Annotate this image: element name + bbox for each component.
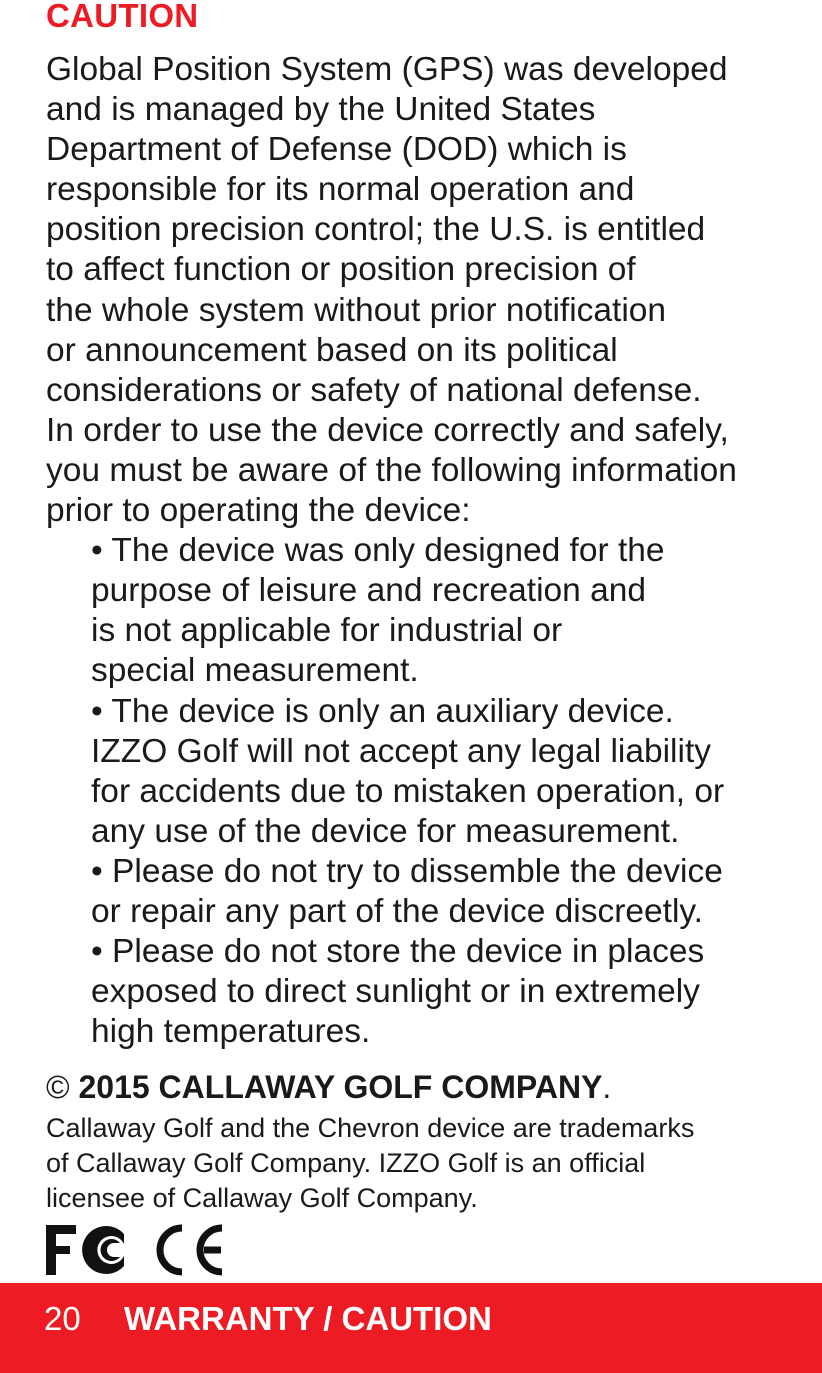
bullet-line: IZZO Golf will not accept any legal liability <box>91 732 711 770</box>
paragraph-line: and is managed by the United States <box>46 91 596 129</box>
paragraph-line: considerations or safety of national defense. <box>46 371 702 409</box>
trademark-notice <box>46 1111 694 1216</box>
fcc-logo-icon <box>46 1225 124 1275</box>
paragraph-line: the whole system without prior notification <box>46 291 667 329</box>
certification-marks <box>44 1222 234 1278</box>
trademark-line: of Callaway Golf Company. IZZO Golf is an official <box>46 1148 646 1178</box>
bullet-line: exposed to direct sunlight or in extremely <box>91 973 700 1011</box>
section-label: WARRANTY / CAUTION <box>124 1300 492 1337</box>
copyright-symbol: © <box>46 1069 70 1105</box>
paragraph-line: responsible for its normal operation and <box>46 171 635 209</box>
bullet-line: purpose of leisure and recreation and <box>91 572 646 610</box>
paragraph-line: you must be aware of the following information <box>46 451 737 489</box>
paragraph-line: prior to operating the device: <box>46 492 471 530</box>
copyright-company: 2015 CALLAWAY GOLF COMPANY <box>78 1069 603 1105</box>
bullet-line: any use of the device for measurement. <box>91 812 680 850</box>
trademark-line: Callaway Golf and the Chevron device are trademarks <box>46 1113 695 1143</box>
fcc-ce-logo-icon <box>44 1222 234 1278</box>
paragraph-line: or announcement based on its political <box>46 331 618 369</box>
bullet-line: or repair any part of the device discreetly. <box>91 892 703 930</box>
ce-logo-icon <box>160 1228 222 1272</box>
bullet-line: is not applicable for industrial or <box>91 612 563 650</box>
page-title: CAUTION <box>46 0 199 34</box>
bullet-line: for accidents due to mistaken operation, or <box>91 772 725 810</box>
trademark-line: licensee of Callaway Golf Company. <box>46 1183 478 1213</box>
paragraph-line: Department of Defense (DOD) which is <box>46 131 627 169</box>
bullet-line: high temperatures. <box>91 1013 371 1051</box>
bullet-line: • Please do not try to dissemble the device <box>91 852 723 890</box>
paragraph-line: to affect function or position precision of <box>46 251 636 289</box>
paragraph-line: Global Position System (GPS) was developed <box>46 51 728 88</box>
caution-body <box>46 50 786 1052</box>
bullet-line: special measurement. <box>91 652 419 690</box>
bullet-line: • The device was only designed for the <box>91 532 665 570</box>
paragraph-line: position precision control; the U.S. is entitled <box>46 211 706 249</box>
paragraph-line: In order to use the device correctly and safely, <box>46 411 729 449</box>
copyright-period: . <box>602 1069 612 1105</box>
bullet-line: • Please do not store the device in places <box>91 933 705 971</box>
page-number: 20 <box>44 1300 81 1337</box>
copyright-notice <box>46 1067 611 1107</box>
bullet-line: • The device is only an auxiliary device. <box>91 692 674 730</box>
